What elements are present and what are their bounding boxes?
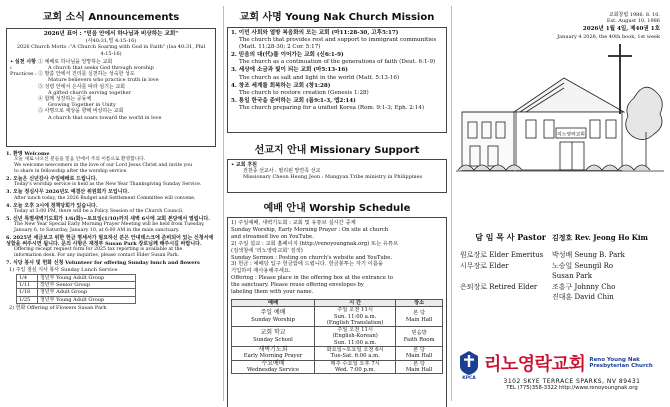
mission-item-ko: 5. 통일 한국을 준비하는 교회 (롬9:1-3, 엡2:14) <box>231 97 356 104</box>
founded-en: Est. August 10, 1986 <box>606 18 660 25</box>
worship-header-place: 장소 <box>396 299 443 306</box>
flower-line: 2) 헌화 Offering of Flowers Susan Park <box>9 305 107 312</box>
announcement-line: January 6, to Saturday, January 10, at 6:00 AM in the main sanctuary. <box>14 228 180 234</box>
worship-line: 3) 헌금 : 예배당 입구 헌금함에 드립니다. 헌금봉투는 자기 이름을 <box>231 261 383 268</box>
time-en: Tue-Sat. 6:00 a.m. <box>330 353 380 360</box>
worship-header-time: 시 간 <box>315 299 396 306</box>
mission-box <box>227 27 447 133</box>
staff-row <box>460 250 664 261</box>
motto-box <box>6 28 216 147</box>
announcement-line: Today at 3:00 PM, there will be a Policy Session of the Church Council. <box>14 208 184 214</box>
time-note: Sun. 11:00 a.m. <box>333 339 377 346</box>
schedule-time <box>315 307 396 327</box>
worship-lines <box>231 220 443 296</box>
schedule-service <box>232 307 315 327</box>
missionary-box <box>227 159 447 193</box>
practice-en: Mature believers who practice truth in love <box>48 77 159 84</box>
schedule-place <box>396 307 443 327</box>
time-note: (English Translation) <box>326 319 384 326</box>
staff-name: 진대훈 David Chin <box>552 293 614 301</box>
worship-line: labeling them with your name. <box>231 289 314 296</box>
place-en: Main Hall <box>405 353 433 360</box>
staff-row <box>460 292 664 303</box>
kpca-emblem <box>458 350 480 376</box>
practice-en: A church that seeks God through worship <box>48 64 154 71</box>
practice-ko: ③ 성령 안에서 은사를 따라 섬기는 교회 <box>38 83 125 90</box>
service-name-ko: 새벽기도회 <box>258 346 288 354</box>
service-name-en: Sunday School <box>253 336 293 343</box>
mission-item-ko: 4. 창조 세계를 회복하는 교회 (창1:28) <box>231 82 331 89</box>
missionary-en: Missionary Cheon Heung Jeon : Mangyan Tribe ministry in Philippines <box>243 174 423 181</box>
practices <box>10 59 212 121</box>
staff-role <box>460 292 552 303</box>
announcement-line: to share in fellowship after the worship service. <box>14 169 128 175</box>
time-ko: 주일 오전 11시 <box>337 307 373 314</box>
mission-title: 교회 사명 Young Nak Church Mission <box>239 12 435 23</box>
motto-ko: 2026년 표어 : "믿음 안에서 하나님과 비상하는 교회" <box>43 31 179 37</box>
place-ko: 믿음방 <box>411 330 427 337</box>
kpca-label: KPCA <box>462 376 476 381</box>
lunch-sub: 1) 주일 점심 식사 봉사 Sunday Lunch Service <box>9 266 118 273</box>
announcement-line: The New Year Special Early Morning Prayer Meeting will be held from Tuesday, <box>14 222 205 228</box>
founded-ko: 교회창립 1986. 8. 10. <box>608 12 660 18</box>
announcement-line: Offering receipt request form for 2025 tax reporting is available at the <box>14 247 183 253</box>
service-name-ko: 교회 학교 <box>260 329 286 337</box>
staff-role: 원로장로 Elder Emeritus <box>460 251 544 259</box>
lunch-table <box>16 274 136 304</box>
announcement-line: Today's worship service is held as the New Year Thanksgiving Sunday Service. <box>14 182 202 188</box>
church-info-column <box>452 0 670 407</box>
worship-line: Offering : Please place in the offering box at the entrance to <box>231 275 393 282</box>
announcements-column <box>0 0 222 407</box>
service-name-en: Early Morning Prayer <box>243 353 303 360</box>
worship-header-service: 예배 <box>232 299 315 306</box>
pastor-name: 김정호 Rev. Jeong Ho Kim <box>552 233 648 242</box>
schedule-time <box>315 327 396 347</box>
service-name-ko: 주일 예배 <box>260 309 286 317</box>
place-ko: 본 당 <box>413 310 426 317</box>
pastor-label: 담 임 목 사 Pastor <box>475 232 546 242</box>
worship-line: 1) 주일예배, 새벽기도회 : 교회 및 유튜브 실시간 중계 <box>231 220 356 226</box>
service-name-en: Sunday Worship <box>251 316 295 323</box>
pastor-row <box>460 232 664 243</box>
motto-en: 2026 Church Motto :"A Church Soaring with God in Faith" (Isa 40:31, Phil 4:15-16) <box>16 44 206 57</box>
schedule-time <box>315 360 396 374</box>
lunch-date: 1/25 <box>17 296 38 303</box>
worship-title: 예배 안내 Worship Schedule <box>263 203 411 214</box>
worship-line: 2) 주일 설교 : 교회 홈페이지 (http://renoyoungnak.org) 또는 유튜브 <box>231 240 399 247</box>
place-en: Main Hall <box>405 316 433 323</box>
staff-row <box>460 282 664 293</box>
mission-item-en: The church preparing for a unified Korea (Rom. 9:1-3; Eph. 2:14) <box>239 104 425 111</box>
staff-name: 박성배 Seung B. Park <box>552 251 625 259</box>
place-ko: 본 당 <box>413 360 426 367</box>
lunch-team: 청년부 Adult Group <box>38 289 136 296</box>
schedule-service <box>232 347 315 361</box>
announcements-title: 교회 소식 Announcements <box>42 12 180 23</box>
announcement-heading: 5. 신년 특별새벽기도회가 1/6(화)~토요일(1/10)까지 새벽 6시에 교회 본당에서 열립니다. <box>6 215 210 222</box>
worship-line: Sunday Sermon : Posting on church's website and YouTube. <box>231 254 393 261</box>
church-sign-text: 리노영락교회 <box>557 132 585 138</box>
lunch-row <box>17 274 136 281</box>
lunch-date: 1/4 <box>17 274 38 281</box>
schedule-place <box>396 327 443 347</box>
schedule-time <box>315 347 396 361</box>
practice-en: A gifted church serving together <box>48 89 131 96</box>
staff-role: 시무장로 Elder <box>460 261 509 270</box>
announcement-line: After lunch today, the 2026 Budget and Settlement Committee will convene. <box>14 195 196 201</box>
church-contact: TEL (775)358-3322 http://www.renoyoungnak.org <box>506 385 638 391</box>
time-en: Wed. 7:00 p.m. <box>335 366 376 373</box>
practice-label-en: Practices : <box>10 71 37 78</box>
announcement-line: 오늘 새로 나오신 분들을 믿음 안에서 주의 이름으로 환영합니다. <box>14 157 146 163</box>
announcement-heading: 6. 2025년 세금보고 위한 헌금 명세서가 필요하신 분은 안내데스크에 준비되어 있는 신청서에 성함을 써주시면 됩니다. 문의 사항은 재정부 Susan Park 장로님께 해주시길 바랍니다. <box>6 235 214 248</box>
church-name-en-1: Reno Young Nak <box>589 356 640 363</box>
announcement-heading: 3. 오늘 정심사무 2026년도 예결산 위원회가 모입니다. <box>6 189 130 196</box>
practice-ko: ⑤ 사명으로 세상을 향해 비상하는 교회 <box>38 108 124 115</box>
announcement-line: information desk. For any inquiries, please contact Elder Susan Park. <box>14 253 180 259</box>
date-ko: 2026년 1월 4일, 제40권 1호 <box>582 26 660 33</box>
time-en: Sun. 11:00 a.m. <box>333 313 377 320</box>
schedule-row <box>232 347 443 361</box>
time-ko: 매주 수요일 오후 7시 <box>330 360 380 367</box>
practice-en: A church that soars toward the world in love <box>48 114 162 121</box>
place-ko: 본 당 <box>413 347 426 354</box>
church-name-ko: 리노영락교회 <box>484 354 586 375</box>
worship-table <box>231 299 443 374</box>
practice-ko: ② 말씀 안에서 진리를 실천하는 성숙한 성도 <box>38 71 135 78</box>
mission-item-ko: 2. 믿음의 대(代)를 이어가는 교회 (신6:1-9) <box>231 52 344 59</box>
mission-item-en: The church to restore creation (Genesis 1:28) <box>239 89 369 96</box>
staff-rows <box>460 250 664 303</box>
practice-ko: ④ 함께 성장하는 공동체 <box>38 95 92 102</box>
mission-item-en: The church as a continuation of the generations of faith (Deut. 6:1-9) <box>239 59 436 66</box>
church-logo-block <box>458 350 666 392</box>
church-name-en <box>589 357 653 370</box>
staff-row <box>460 271 664 282</box>
service-name-en: Wednesday Service <box>246 366 300 373</box>
lunch-row <box>17 289 136 296</box>
schedule-service <box>232 327 315 347</box>
lunch-row <box>17 282 136 289</box>
date-en: January 4 2026, the 40th book, 1st week <box>557 33 660 40</box>
staff-section <box>460 232 664 303</box>
place-en: Faith Room <box>403 336 435 343</box>
staff-role <box>460 271 552 282</box>
schedule-row <box>232 307 443 327</box>
missionary-ko: 전천종 선교사 : 필리핀 망얀족 선교 <box>243 168 321 175</box>
staff-role: 은퇴장로 Retired Elder <box>460 282 538 291</box>
announcement-line: We welcome newcomers in the love of our Lord Jesus Christ and invite you <box>14 163 193 169</box>
worship-box <box>227 217 447 407</box>
announcement-heading: 4. 오늘 오후 3시에 정책당회가 있습니다. <box>6 202 98 209</box>
schedule-row <box>232 327 443 347</box>
mission-item-en: The church that provides rest and support to immigrant communities (Matt. 11:28-30; 2 Cor. 5:17) <box>239 37 437 51</box>
worship-line: the sanctuary. Please reuse offering envelopes by <box>231 282 364 289</box>
mission-item-en: The church as salt and light in the world (Matt. 5:13-16) <box>239 74 400 81</box>
time-ko: 주일 오전 11시 <box>337 327 373 334</box>
announcement-heading: 2. 오늘은 신년감사 주일예배로 드립니다. <box>6 176 98 183</box>
missionary-title: 선교지 안내 Missionary Support <box>254 145 420 156</box>
practice-label-ko: • 실천 사항 : <box>10 58 36 71</box>
schedule-place <box>396 360 443 374</box>
place-en: Main Hall <box>405 366 433 373</box>
schedule-row <box>232 360 443 374</box>
lunch-team: 청년부 Young Adult Group <box>38 296 136 303</box>
time-ko: 화요일~토요일 오전 6시 <box>326 347 384 354</box>
practice-list <box>38 59 212 121</box>
motto-ref: (사40:31,빌 4:15-16) <box>85 38 137 45</box>
staff-row <box>460 261 664 272</box>
lunch-row <box>17 296 136 303</box>
staff-name: Susan Park <box>552 272 592 280</box>
lunch-team: 장년부 Senior Group <box>38 282 136 289</box>
time-en: (English-Korean) <box>332 333 378 340</box>
mission-column <box>224 0 450 407</box>
lunch-date: 1/11 <box>17 282 38 289</box>
schedule-place <box>396 347 443 361</box>
lunch-team: 청년부 Young Adult Group <box>38 274 136 281</box>
church-name-en-2: Presbyterian Church <box>589 363 653 369</box>
announcement-items <box>6 151 216 259</box>
church-building-illustration <box>456 42 666 192</box>
bulletin-header <box>452 0 670 40</box>
practice-ko: ① 예배로 하나님을 앙망하는 교회 <box>38 58 113 65</box>
schedule-service <box>232 360 315 374</box>
lunch-date: 1/18 <box>17 289 38 296</box>
missionary-item-label: • 교회 후원 <box>231 162 257 168</box>
church-address: 3102 SKYE TERRACE SPARKS, NV 89431 <box>503 378 641 385</box>
announcement-heading: 1. 환영 Welcome <box>6 151 50 157</box>
practice-en: Growing Together in Unity <box>48 102 116 109</box>
service-name-ko: 수요예배 <box>261 359 285 367</box>
worship-line: 기입하여 재사용해주세요. <box>231 268 291 275</box>
lunch-title: 7. 식당 봉사 및 헌화 신청 Volunteer for offering Sunday lunch and flowers <box>6 260 200 267</box>
mission-item-ko: 3. 세상에 소금과 빛이 되는 교회 (마5:13-16) <box>231 67 348 74</box>
mission-item-ko: 1. 이민 사회와 열방 복음화의 모는 교회 (마11:28-30, 고후5:17) <box>231 30 399 36</box>
worship-line: (검색창에 '리노영락교회' 검색) <box>231 247 303 254</box>
worship-line: and streamed live on YouTube. <box>231 233 314 240</box>
worship-line: Sunday Worship, Early Morning Prayer : On site at church <box>231 226 389 233</box>
staff-name: 조흥구 Johnny Cho <box>552 282 616 291</box>
staff-name: 노승일 Seungil Ro <box>552 261 614 270</box>
